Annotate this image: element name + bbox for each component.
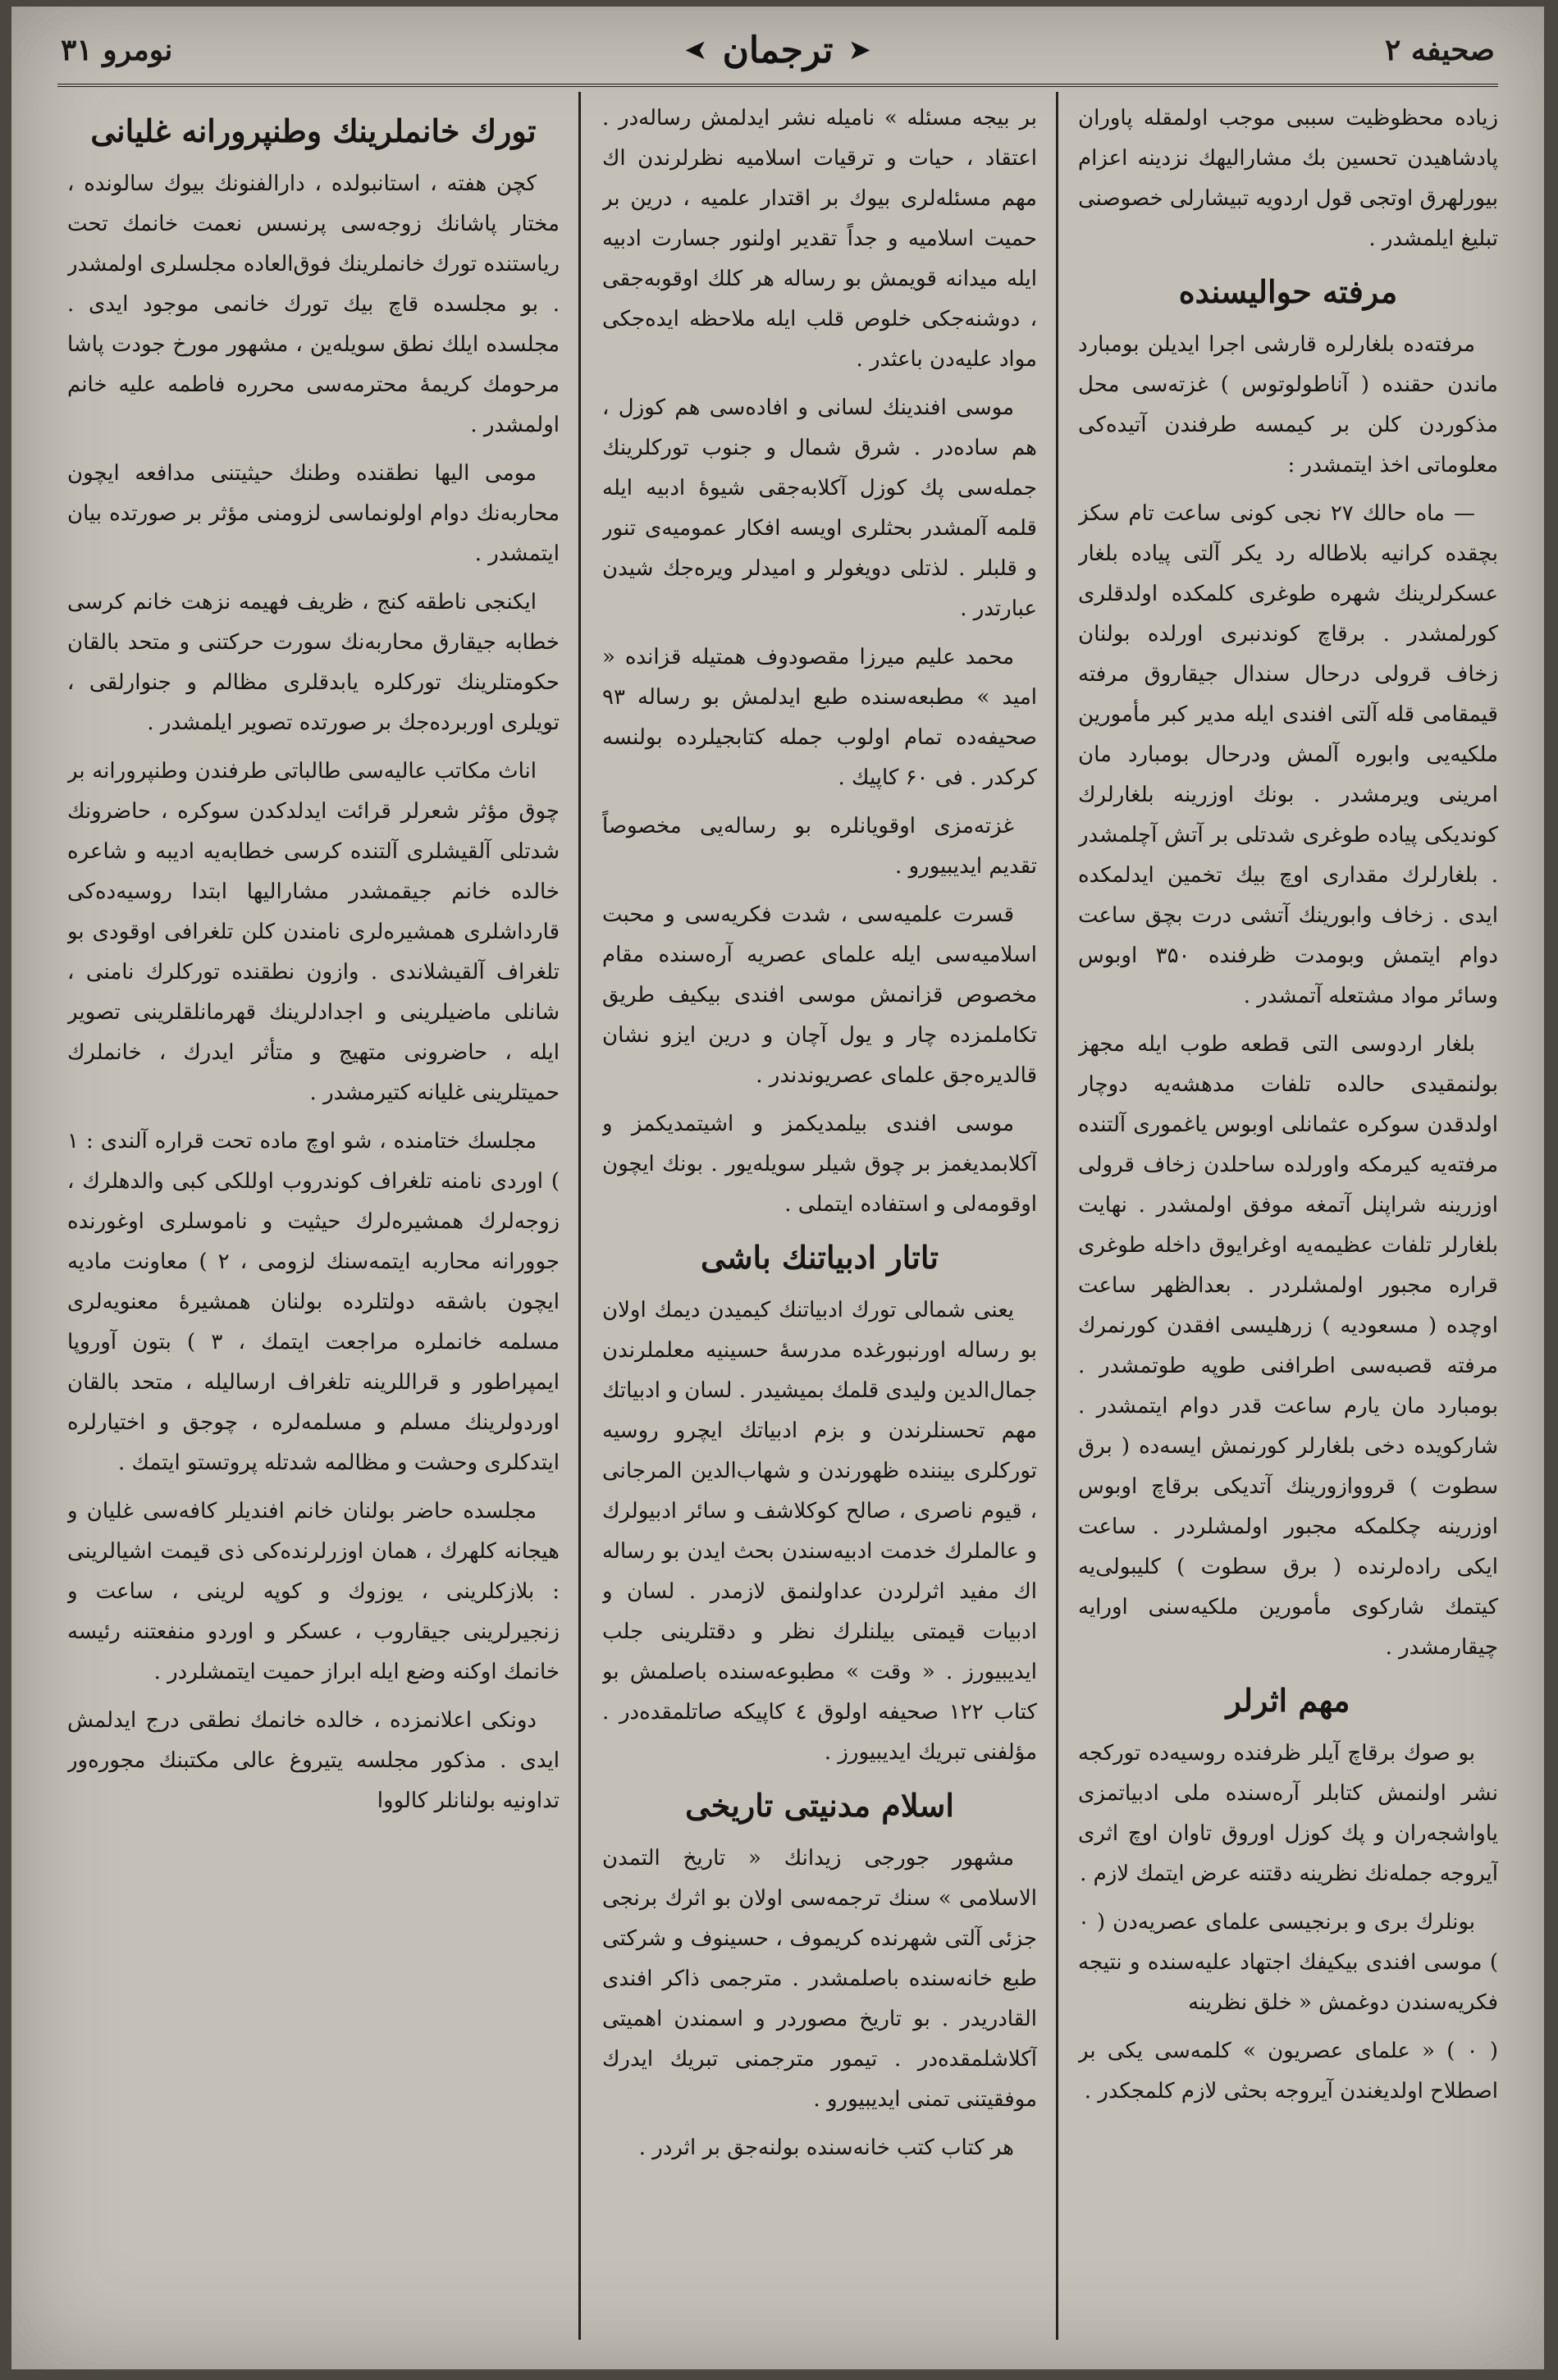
header-rule	[57, 84, 1498, 87]
page-number: صحیفه ۲	[1384, 33, 1495, 67]
article-text: کچن هفته ، استانبولده ، دارالفنونك بیوك سالونده ، مختار پاشانك زوجه‌سی پرنسس نعمت خانمك تحت ریاستنده تورك خانملرینك فوق‌العاده مجلسلری اولمشدر . بو مجلسده قاچ بیك تورك خانمی موجود ایدی . مجلسده ایلك نطق سویله‌ین ، مشهور مورخ جودت پاشا مرحومك کریمهٔ محترمه‌سی محرره فاطمه علیه خانم اولمشدر .	[67, 171, 560, 437]
article-text: بونلرك بری و برنجیسی علمای عصریه‌دن ( ۰ ) موسی افندی بیکیفك اجتهاد علیه‌سنده و نتیجه فکریه‌سندن دوغمش « خلق نظرینه	[1078, 1910, 1498, 2015]
article-heading: مهم اثرلر	[1226, 1682, 1350, 1719]
article-text: اناث مکاتب عالیه‌سی طالباتی طرفندن وطنپرورانه بر چوق مؤثر شعرلر قرائت ایدلدکدن سوکره ، حاضرونك شدتلی آلقیشلری آلتنده کرسی خطابه‌یه ادیبه و شاعره خالده خانم جیقمشدر مشارالیها ابتدا روسیه‌ده‌کی قارداشلری همشیره‌لری نامندن کلن تلغرافی اوقودی بو تلغراف آلقیشلاندی . وازون نطقنده تورکلرك نامنی ، شانلی ماضیلرینی و اجدادلرینك قهرمانلقلرینی تصویر ایله ، حاضرونی متهیج و متأثر ایدرك ، خانملرك حمیتلرینی غلیانه کتیرمشدر .	[67, 759, 560, 1105]
article-text: زیاده محظوظیت سببی موجب اولمقله پاوران پادشاهیدن تحسین بك مشارالیهك نزدینه اعزام بیورلهرق اوتجی قول اردویه تبیشارلی خصوصنی تبلیغ ایلمشدر .	[1078, 106, 1498, 251]
column-divider	[578, 92, 581, 2340]
newspaper-page	[11, 7, 1544, 2369]
issue-number: نومرو ۳۱	[61, 33, 173, 67]
ornament-right-icon: ➤	[848, 34, 871, 66]
masthead	[684, 30, 871, 71]
article-text: موسی افندینك لسانی و افاده‌سی هم کوزل ، هم ساده‌در . شرق شمال و جنوب تورکلرینك جمله‌سی پك کوزل آکلابه‌جقی شیوهٔ ادبیه ایله قلمه آلمشدر بحثلری اویسه افکار عمومیه‌ی تنور و قلبلر . لذتلی دویغولر و امیدلر ویره‌جك شیدن عبارتدر .	[602, 395, 1037, 621]
article-text: مجلسده حاضر بولنان خانم افندیلر کافه‌سی غلیان و هیجانه کلهرك ، همان اوزرلرنده‌کی ذی قیمت اشیالرینی : بلازکلرینی ، یوزوك و کوپه لرینی ، ساعت و زنجیرلرینی جیقاروب ، عسکر و اوردو منفعتنه رئیسه خانمك اوکنه وضع ایله ابراز حمیت ایتمشلردر .	[67, 1499, 560, 1684]
article-text: دونکی اعلانمزده ، خالده خانمك نطقی درج ایدلمش ایدی . مذکور مجلسه یتیروغ عالی مکتبنك مجوره‌ور تداونیه بولنانلر کالووا	[67, 1708, 560, 1813]
left-column	[67, 98, 560, 2330]
article-text: موسی افندی بیلمدیکمز و اشیتمدیکمز و آکلابمدیغمز بر چوق شیلر سویله‌یور . بونك ایچون اوقومه‌لی و استفاده ایتملی .	[602, 1112, 1037, 1217]
footnote: ( ۰ ) « علمای عصریون » کلمه‌سی یکی بر اصطلاح اولدیغندن آیروجه بحثی لازم کلمجکدر .	[1078, 2039, 1498, 2104]
article-text: مشهور جورجی زیدانك « تاریخ التمدن الاسلامی » سنك ترجمه‌سی اولان بو اثرك برنجی جزئی آلتی شهرنده کریموف ، حسینوف و شرکتی طبع خانه‌سنده باصلمشدر . مترجمی ذاکر افندی القادریدر . بو تاریخ مصوردر و اسمندن اهمیتی آکلاشلمقده‌در . تیمور مترجمنی تبریك ایدرك موفقیتنی تمنی ایدیبیورو .	[602, 1846, 1037, 2112]
article-text: مجلسك ختامنده ، شو اوچ ماده تحت قراره آلندی : ۱ ) اوردی نامنه تلغراف کوندروب اوللکی کبی والدهلرك ، زوجه‌لرك همشیره‌لرك حیثیت و ناموسلری اوغورنده جوورانه محاربه ایتمه‌سنك لزومی ، ۲ ) معاونت مادیه ایچون باشقه دولتلرده بولنان همشیرهٔ معنویه‌لری مسلمه خانملره مراجعت ایتمك ، ۳ ) بتون آوروپا ایمپراطور و قراللرینه تلغراف ارسالیله ، متحد بالقان اوردولرینك مسلم و مسلمه‌لره ، چوجق و اختیارلره ایتدکلری وحشت و مظالمه شدتله پروتستو ایتمك .	[67, 1129, 560, 1475]
article-text: مومی الیها نطقنده وطنك حیثیتنی مدافعه ایچون محاربه‌نك دوام اولونماسی لزومنی مؤثر بر صورتده بیان ایتمشدر .	[67, 461, 560, 566]
article-text: بلغار اردوسی التی قطعه طوب ایله مجهز بولنمقیدی حالده تلفات مدهشه‌یه دوچار اولدقدن سوکره عثمانلی اوبوس یاغموری آلتنده مرفته‌یه کیرمکه واورلده ساحلدن زخاف قرولی اوزرینه شراپنل آتمغه موفق اولمشدر . نهایت بلغارلر تلفات عظیمه‌یه اوغرایوق داخله طوغری قراره مجبور اولمشلردر . بعدالظهر ساعت اوچده ( مسعودیه ) زرهلیسی افقدن کورنمرك مرفته قصبه‌سی اطرافنی طوپه طوتمشدر . بومبارد مان یارم ساعت قدر دوام ایتمشدر . شارکویده دخی بلغارلر کورنمش ایسه‌ده ( برق سطوت ) قرووازورینك آتدیکی برقاچ اوبوس اوزرینه چکلمکه مجبور اولمشلردر . ساعت ایکی راده‌لرنده ( برق سطوت ) کلیبولی‌یه کیتمك شارکوی مأمورین ملکیه‌سنی اورایه چیقارمشدر .	[1078, 1032, 1498, 1660]
article-text: بو صوك برقاچ آیلر ظرفنده روسیه‌ده تورکجه نشر اولنمش کتابلر آره‌سنده ملی ادبیاتمزی یاواشجه‌ران و پك کوزل اوروق تاوان اوچ اثری آیروجه جمله‌نك نظرینه دقتنه عرض ایتمك لازم .	[1078, 1741, 1498, 1886]
article-heading: تاتار ادبیاتنك باشی	[701, 1239, 939, 1276]
article-heading: مرفته حوالیسنده	[1178, 273, 1398, 310]
page-header	[61, 21, 1495, 79]
article-text: هر کتاب کتب خانه‌سنده بولنه‌جق بر اثردر .	[638, 2136, 1014, 2160]
newspaper-title: ترجمان	[722, 29, 834, 71]
article-heading: تورك خانملرینك وطنپرورانه غلیانی	[90, 112, 537, 149]
article-text: ایکنجی ناطقه کنج ، ظریف فهیمه نزهت خانم کرسی خطابه جیقارق محاربه‌نك سورت حرکتنی و متحد بالقان حکومتلرینك تورکلره یابدقلری مظالم و جنوارلقی ، تویلری اوربرده‌جك بر صورتده تصویر ایلمشدر .	[67, 590, 560, 735]
article-text: قسرت علمیه‌سی ، شدت فکریه‌سی و محبت اسلامیه‌سی ایله علمای عصریه آره‌سنده مقام مخصوص قزانمش موسی افندی بیکیف طریق تکاملمزده چار و یول آچان و درین ایزو نشان قالدیره‌جق علمای عصریوندندر .	[602, 902, 1037, 1088]
ornament-left-icon: ➤	[684, 34, 708, 66]
article-text: بر بیجه مسئله » نامیله نشر ایدلمش رساله‌در . اعتقاد ، حیات و ترقیات اسلامیه نظرلرندن اك مهم مسئله‌لری بیوك بر اقتدار علمیه ، درین بر حمیت اسلامیه و جداً تقدیر اولنور جسارت ادبیه ایله میدانه قویمش بو رساله هر کلك اوقوبه‌جقی ، دوشنه‌جکی خلوص قلب ایله ملاحظه ایده‌جکی مواد علیه‌دن باعثدر .	[602, 106, 1037, 372]
article-text: — ماه حالك ۲۷ نجی کونی ساعت تام سکز بچقده کرانیه بلاطاله رد یکر آلتی پیاده بلغار عسکرلرینك شهره طوغری کلمکده اولدقلری کورلمشدر . برقاچ کوندنبری اورلده بولنان زخاف قرولی درحال سندال جیقاروق مرفته قیمقامی قله آلتی افندی ایله مدیر کبر مأمورین ملکیه‌یی وابوره آلمش ودرحال بومبارد مان امرینی ویرمشدر . بونك اوزرینه بلغارلرك کوندیکی پیاده طوغری شدتلی بر آتش آچلمشدر . بلغارلرك مقداری اوچ بیك تخمین ایدلمکده ایدی . زخاف وابورینك آتشی درت بچق ساعت دوام ایتمش وبومدت ظرفنده ۳۵۰ اوبوس وسائر مواد مشتعله آتمشدر .	[1078, 501, 1498, 1008]
article-text: یعنی شمالی تورك ادبیاتنك کیمیدن دیمك اولان بو رساله اورنبورغده مدرسهٔ حسینیه معلملرندن جمال‌الدین ولیدی قلمك بمیشیدر . لسان و ادبیاتك مهم تحسنلرندن و بزم ادبیاتك ایچرو روسیه تورکلری بیننده ظهورندن و شهاب‌الدین المرجانی ، قیوم ناصری ، صالح کوکلاشف و سائر ادبیولرك و عالملرك خدمت ادبیه‌سندن بحث ایدن بو رساله اك مفید اثرلردن عداولنمق لازمدر . لسان و ادبیات قیمتی بیلنلرك نظر و دقتلرینی جلب ایدیبیورز . « وقت » مطبوعه‌سنده باصلمش بو کتاب ۱۲۲ صحیفه اولوق ٤ کاپیکه صاتلمقده‌در . مؤلفنی تبریك ایدیبیورز .	[602, 1298, 1037, 1765]
right-column	[1078, 98, 1498, 2330]
middle-column	[602, 98, 1037, 2330]
article-text: غزته‌مزی اوقویانلره بو رساله‌یی مخصوصاً تقدیم ایدیبیورو .	[602, 814, 1037, 879]
article-text: مرفته‌ده بلغارلره قارشی اجرا ایدیلن بومبارد ماندن حقنده ( آناطولوتوس ) غزته‌سی محل مذکوردن کلن بر کیمسه طرفندن آتیده‌کی معلوماتی اخذ ایتمشدر :	[1078, 332, 1498, 477]
article-heading: اسلام مدنیتی تاریخی	[685, 1787, 954, 1824]
column-divider	[1056, 92, 1058, 2340]
article-text: محمد علیم میرزا مقصودوف همتیله قزانده « امید » مطبعه‌سنده طبع ایدلمش بو رساله ۹۳ صحیفه‌ده تمام اولوب جمله کتابجیلرده بولنسه کرکدر . فی ۶۰ کاپیك .	[602, 645, 1037, 790]
